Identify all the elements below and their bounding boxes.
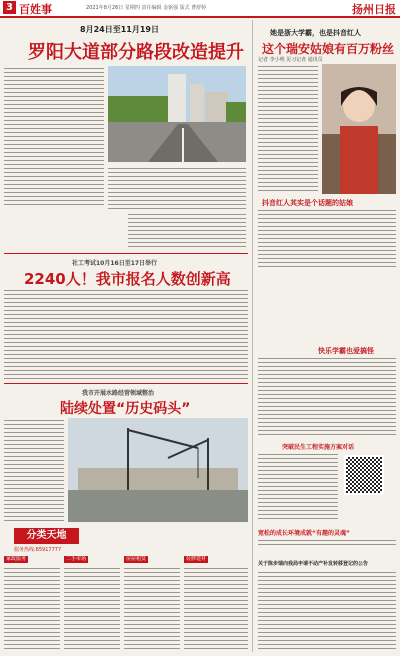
article4-body-right	[258, 452, 338, 522]
ad-section-tag: 装修建材	[186, 556, 207, 562]
ad-block	[4, 566, 60, 652]
article2-subhead: 抖音红人其实是个话题的姑娘	[262, 199, 353, 207]
notice-body	[258, 570, 396, 652]
article2-headline: 这个瑞安姑娘有百万粉丝	[262, 42, 395, 56]
ad-block	[124, 566, 180, 652]
article4-subhead: 突破民生工程实施方案对话	[282, 444, 355, 451]
article4-body-right2	[258, 538, 396, 546]
street-photo	[4, 210, 124, 250]
ad-block	[64, 566, 120, 652]
classified-hotline: 服务热线:85917777	[14, 547, 62, 553]
page-number: 3	[3, 1, 16, 14]
article1-body-col3	[128, 212, 246, 248]
article1-body-col1	[4, 66, 104, 208]
ad-block	[184, 566, 248, 652]
divider	[4, 253, 248, 254]
qr-code	[344, 455, 384, 495]
article4-body	[4, 418, 64, 522]
article3-kicker: 社工考试10月16日至17日举行	[72, 260, 158, 267]
article2-kicker: 她是浙大学霸，也是抖音红人	[270, 29, 361, 37]
column-divider	[252, 20, 253, 652]
article1-headline: 罗阳大道部分路段改造提升	[28, 42, 244, 63]
newspaper-logo: 扬州日报	[352, 3, 396, 16]
ad-section-tag: 二手市场	[66, 556, 87, 562]
classified-header: 分类天地	[14, 528, 79, 544]
road-photo	[108, 66, 246, 162]
section-name: 百姓事	[19, 3, 52, 16]
dock-photo	[68, 418, 248, 522]
issue-meta: 2021年8月26日 星期四 责任编辑 金铭强 版式 曹舒婷	[86, 5, 207, 11]
divider	[4, 383, 248, 384]
article1-body-col2	[108, 166, 246, 210]
masthead	[0, 0, 400, 18]
article2-reporter: 记者 李小明 见习记者 通讯员	[258, 57, 323, 63]
ad-section-tag: 房屋租赁	[126, 556, 147, 562]
article3-headline: 2240人！我市报名人数创新高	[24, 270, 231, 288]
article4-subhead2: 宽松的成长环境成就“有趣的灵魂”	[258, 530, 350, 537]
article4-headline: 陆续处置“历史码头”	[60, 401, 191, 417]
article1-kicker: 8月24日至11月19日	[80, 25, 159, 34]
student-photo	[322, 64, 396, 194]
ad-section-tag: 家政服务	[6, 556, 27, 562]
campus-photo	[258, 274, 330, 334]
article2-body-col1	[258, 64, 318, 194]
article4-kicker: 我市开展水路经营领域整治	[82, 390, 155, 397]
article3-body	[4, 288, 248, 380]
notice-title: 关于陈步瑞向我局申请不动产补发转移登记的公告	[258, 561, 369, 567]
article2-body-col2	[258, 208, 396, 270]
article2-body-col3	[258, 356, 396, 438]
article2-subhead2: 快乐学霸也爱搞怪	[318, 347, 374, 355]
